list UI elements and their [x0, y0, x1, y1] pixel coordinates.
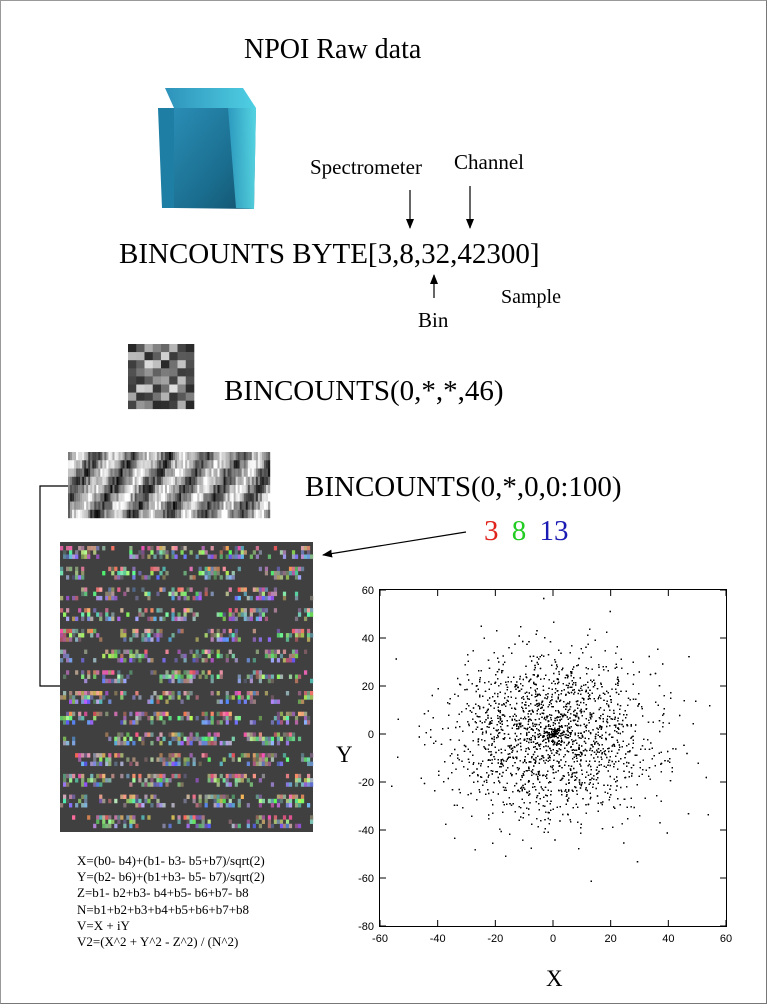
channel-number-blue: 13 [539, 515, 569, 547]
sample-label: Sample [501, 286, 561, 308]
bin-label: Bin [418, 308, 449, 332]
channel-numbers [484, 515, 575, 548]
bincounts-time-label: BINCOUNTS(0,*,0,0:100) [305, 471, 622, 503]
spectrometer-label: Spectrometer [310, 155, 422, 179]
channel-number-green: 8 [511, 515, 527, 547]
page-title: NPOI Raw data [244, 34, 422, 65]
bincounts-declaration: BINCOUNTS BYTE[3,8,32,42300] [119, 238, 540, 270]
channel-label: Channel [454, 150, 524, 174]
channel-number-red: 3 [484, 515, 499, 547]
bincounts-slice-label: BINCOUNTS(0,*,*,46) [224, 375, 504, 407]
